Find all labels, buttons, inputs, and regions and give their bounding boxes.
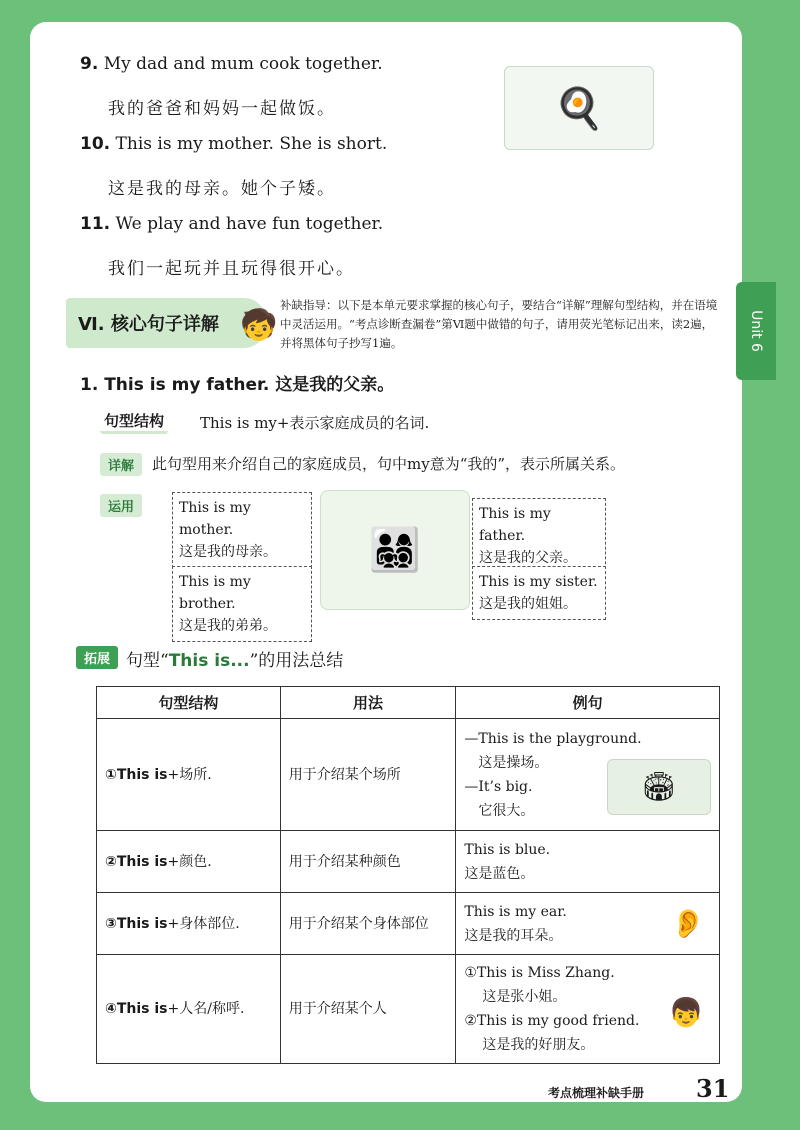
cell-example: ①This is Miss Zhang. 这是张小姐。 ②This is my good friend. 这是我的好朋友。 👦 <box>456 955 720 1064</box>
use-tag: 运用 <box>100 494 142 517</box>
playground-icon: 🏟 <box>641 770 677 803</box>
guide-text: 补缺指导：以下是本单元要求掌握的核心句子，要结合“详解”理解句型结构，并在语境中灵活运用。“考点诊断查漏卷”第Ⅵ题中做错的句子，请用荧光笔标记出来，读2遍，并将黑体句子抄写1遍。 <box>280 298 718 350</box>
playground-picture <box>607 759 711 815</box>
cooking-icon: 🍳 <box>554 86 604 132</box>
family-icon: 👨‍👩‍👧‍👦 <box>368 525 422 574</box>
explain-text: 此句型用来介绍自己的家庭成员，句中my意为“我的”，表示所属关系。 <box>152 455 626 473</box>
use-box-sister: This is my sister. 这是我的姐姐。 <box>472 566 606 620</box>
header-structure: 句型结构 <box>97 687 281 719</box>
usage-table <box>96 686 720 1064</box>
use-box-mother: This is my mother. 这是我的母亲。 <box>172 492 312 568</box>
translation-11: 我们一起玩并且玩得很开心。 <box>108 259 355 279</box>
cell-structure: ④This is+人名/称呼. <box>97 955 281 1064</box>
unit-tab: Unit 6 <box>736 282 776 380</box>
cell-structure: ②This is+颜色. <box>97 831 281 893</box>
structure-tag: 句型结构 <box>100 410 168 434</box>
translation-10: 这是我的母亲。她个子矮。 <box>108 179 336 199</box>
translation-9: 我的爸爸和妈妈一起做饭。 <box>108 99 336 119</box>
cell-usage: 用于介绍某种颜色 <box>280 831 456 893</box>
table-row <box>97 955 720 1064</box>
cell-usage: 用于介绍某个人 <box>280 955 456 1064</box>
header-example: 例句 <box>456 687 720 719</box>
page-number: 31 <box>696 1074 730 1103</box>
table-row <box>97 719 720 831</box>
cooking-picture <box>504 66 654 150</box>
cell-example: —This is the playground. 这是操场。 —It’s big. 它很大。 🏟 <box>456 719 720 831</box>
cell-usage: 用于介绍某个场所 <box>280 719 456 831</box>
extension-title: 句型“This is...”的用法总结 <box>126 651 344 671</box>
table-row <box>97 831 720 893</box>
header-usage: 用法 <box>280 687 456 719</box>
table-header-row <box>97 687 720 719</box>
core-sentence-1: 1. This is my father. 这是我的父亲。 <box>80 375 395 395</box>
footer-book-title: 考点梳理补缺手册 <box>548 1086 645 1100</box>
cell-example: This is my ear. 这是我的耳朵。 👂 <box>456 893 720 955</box>
structure-text: This is my+表示家庭成员的名词. <box>200 414 430 432</box>
ear-icon: 👂 <box>665 897 711 951</box>
explain-tag: 详解 <box>100 453 142 476</box>
sentence-10: 10. This is my mother. She is short. <box>80 134 388 154</box>
cell-usage: 用于介绍某个身体部位 <box>280 893 456 955</box>
cell-structure: ①This is+场所. <box>97 719 281 831</box>
cell-structure: ③This is+身体部位. <box>97 893 281 955</box>
family-picture <box>320 490 470 610</box>
boy-icon: 👦 <box>661 985 711 1041</box>
sentence-9: 9. My dad and mum cook together. <box>80 54 383 74</box>
extension-tag: 拓展 <box>76 646 118 669</box>
cell-example: This is blue. 这是蓝色。 <box>456 831 720 893</box>
section-title: Ⅵ. 核心句子详解 <box>66 298 266 348</box>
page-frame-right <box>734 0 800 1130</box>
table-row <box>97 893 720 955</box>
sentence-11: 11. We play and have fun together. <box>80 214 384 234</box>
kid-icon: 🧒 <box>240 308 278 343</box>
use-box-father: This is my father. 这是我的父亲。 <box>472 498 606 574</box>
use-box-brother: This is my brother. 这是我的弟弟。 <box>172 566 312 642</box>
